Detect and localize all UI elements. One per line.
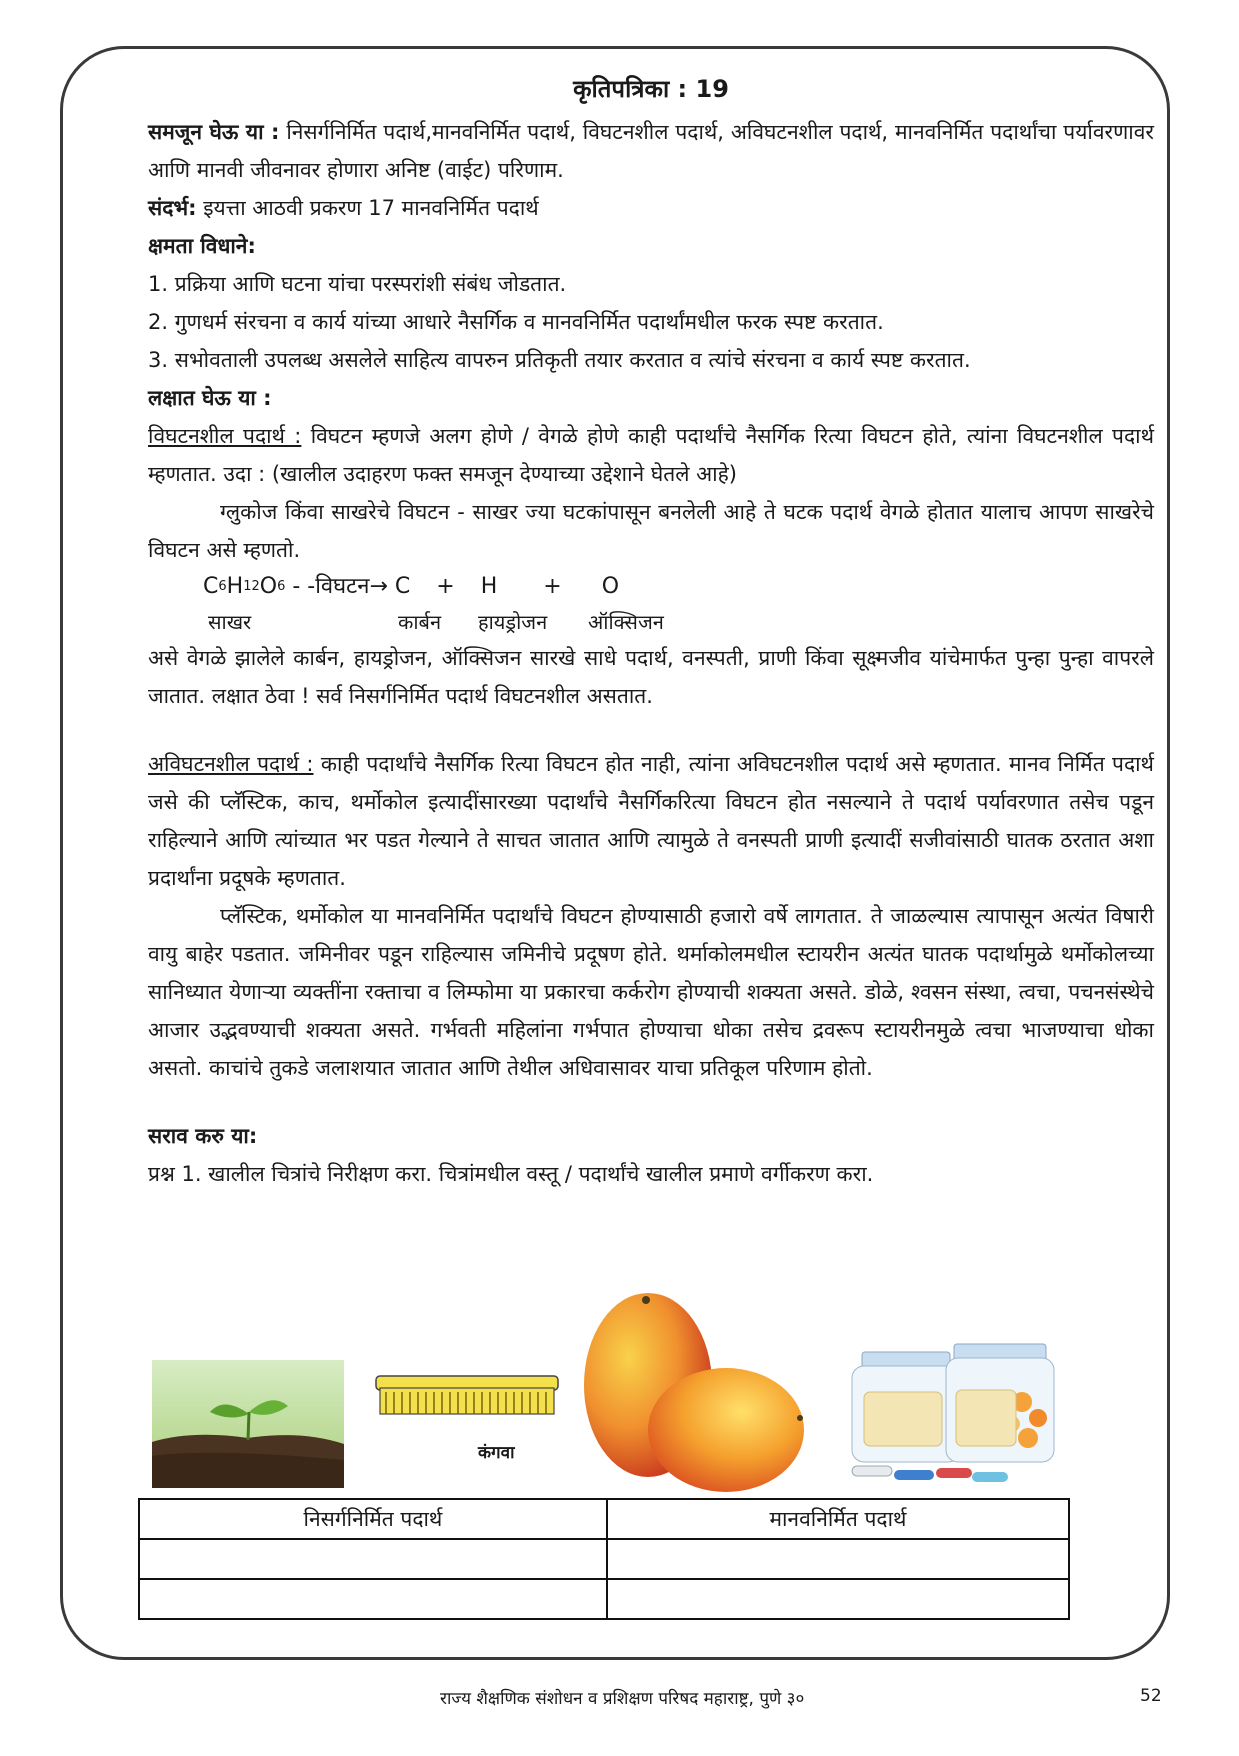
practice-question: प्रश्न 1. खालील चित्रांचे निरीक्षण करा. चित्रांमधील वस्तू / पदार्थांचे खालील प्रमाणे वर्गीकरण करा. xyxy=(148,1162,874,1186)
table-header-manmade: मानवनिर्मित पदार्थ xyxy=(607,1499,1069,1539)
mango-image xyxy=(578,1290,808,1500)
equation-labels xyxy=(208,605,1154,639)
images-row xyxy=(0,1300,1239,1500)
abilities-heading: क्षमता विधाने: xyxy=(148,234,256,258)
table-cell[interactable] xyxy=(607,1539,1069,1579)
reuse-paragraph: असे वेगळे झालेले कार्बन, हायड्रोजन, ऑक्सिजन सारखे साधे पदार्थ, वनस्पती, प्राणी किंवा सूक्ष्मजीव यांचेमार्फत पुन्हा पुन्हा वापरले जातात. लक्षात ठेवा ! सर्व निसर्गनिर्मित पदार्थ विघटनशील असतात. xyxy=(148,646,1154,708)
decomposition-arrow: - -विघटन→ xyxy=(285,574,395,599)
formula-c-sub: 6 xyxy=(218,579,227,594)
product-hydrogen: H xyxy=(480,574,498,599)
table-header-row xyxy=(139,1499,1069,1539)
footer-institute: राज्य शैक्षणिक संशोधन व प्रशिक्षण परिषद महाराष्ट्र, पुणे ३० xyxy=(440,1689,805,1709)
note-heading: लक्षात घेऊ या : xyxy=(148,386,272,410)
degradable-text: विघटन म्हणजे अलग होणे / वेगळे होणे काही पदार्थांचे नैसर्गिक रित्या विघटन होते, त्यांना विघटनशील पदार्थ म्हणतात. उदा : (खालील उदाहरण फक्त समजून देण्याच्या उद्देशाने घेतले आहे) xyxy=(148,424,1154,486)
formula-o: O xyxy=(259,574,278,599)
product-oxygen: O xyxy=(601,574,620,599)
reference-paragraph xyxy=(148,189,1154,227)
worksheet-content xyxy=(148,72,1154,1193)
degradable-paragraph xyxy=(148,417,1154,493)
nondegradable-label: अविघटनशील पदार्थ : xyxy=(148,752,314,776)
formula-h-sub: 12 xyxy=(243,579,260,594)
formula-o-sub: 6 xyxy=(277,579,286,594)
nondegradable-paragraph xyxy=(148,745,1154,897)
ability-item: 3. सभोवताली उपलब्ध असलेले साहित्य वापरुन प्रतिकृती तयार करतात व त्यांचे संरचना व कार्य स्पष्ट करतात. xyxy=(148,348,971,372)
reference-label: संदर्भ: xyxy=(148,196,197,220)
comb-label: कंगवा xyxy=(478,1443,515,1463)
product-carbon: C xyxy=(394,574,411,599)
table-cell[interactable] xyxy=(139,1539,607,1579)
reference-text: इयत्ता आठवी प्रकरण 17 मानवनिर्मित पदार्थ xyxy=(196,196,539,220)
medicine-jars-image xyxy=(842,1338,1062,1488)
glucose-paragraph: ग्लुकोज किंवा साखरेचे विघटन - साखर ज्या घटकांपासून बनलेली आहे ते घटक पदार्थ वेगळे होतात यालाच आपण साखरेचे विघटन असे म्हणतो. xyxy=(148,500,1154,562)
understand-paragraph xyxy=(148,113,1154,189)
understand-label: समजून घेऊ या : xyxy=(148,120,280,144)
label-carbon: कार्बन xyxy=(398,610,442,634)
label-sugar: साखर xyxy=(208,610,252,634)
page-title: कृतिपत्रिका : 19 xyxy=(573,75,729,103)
label-oxygen: ऑक्सिजन xyxy=(588,610,664,634)
classification-table xyxy=(138,1498,1070,1620)
ability-item: 2. गुणधर्म संरचना व कार्य यांच्या आधारे नैसर्गिक व मानवनिर्मित पदार्थांमधील फरक स्पष्ट करतात. xyxy=(148,310,884,334)
degradable-label: विघटनशील पदार्थ : xyxy=(148,424,302,448)
formula-c: C xyxy=(203,574,219,599)
plus-sign: + xyxy=(436,574,455,599)
table-row xyxy=(139,1579,1069,1619)
chemical-equation xyxy=(203,569,1154,605)
sapling-image xyxy=(152,1360,344,1488)
ability-item: 1. प्रक्रिया आणि घटना यांचा परस्परांशी संबंध जोडतात. xyxy=(148,272,567,296)
plus-sign: + xyxy=(543,574,562,599)
table-header-natural: निसर्गनिर्मित पदार्थ xyxy=(139,1499,607,1539)
table-cell[interactable] xyxy=(139,1579,607,1619)
table-row xyxy=(139,1539,1069,1579)
page-number: 52 xyxy=(1140,1686,1162,1706)
understand-text: निसर्गनिर्मित पदार्थ,मानवनिर्मित पदार्थ, विघटनशील पदार्थ, अविघटनशील पदार्थ, मानवनिर्मित पदार्थांचा पर्यावरणावर आणि मानवी जीवनावर होणारा अनिष्ट (वाईट) परिणाम. xyxy=(148,120,1154,182)
nondegradable-text: काही पदार्थांचे नैसर्गिक रित्या विघटन होत नाही, त्यांना अविघटनशील पदार्थ असे म्हणतात. मानव निर्मित पदार्थ जसे की प्लॅस्टिक, काच, थर्मोकोल इत्यादींसारख्या पदार्थांचे नैसर्गिकरित्या विघटन होत नसल्याने ते पदार्थ पर्यावरणात तसेच पडून राहिल्याने आणि त्यांच्यात भर पडत गेल्याने ते साचत जातात आणि त्यामुळे ते वनस्पती प्राणी इत्यादीं सजीवांसाठी घातक ठरतात अशा प्रदार्थांना प्रदूषके म्हणतात. xyxy=(148,752,1154,890)
formula-h: H xyxy=(226,574,244,599)
comb-image xyxy=(372,1372,562,1422)
practice-heading: सराव करु या: xyxy=(148,1124,258,1148)
label-hydrogen: हायड्रोजन xyxy=(478,610,548,634)
plastic-paragraph: प्लॅस्टिक, थर्मोकोल या मानवनिर्मित पदार्थांचे विघटन होण्यासाठी हजारो वर्षे लागतात. ते जाळल्यास त्यापासून अत्यंत विषारी वायु बाहेर पडतात. जमिनीवर पडून राहिल्यास जमिनीचे प्रदूषण होते. थर्माकोलमधील स्टायरीन अत्यंत घातक पदार्थामुळे थर्मोकोलच्या सानिध्यात येणाऱ्या व्यक्तींना रक्ताचा व लिम्फोमा या प्रकारचा कर्करोग होण्याची शक्यता असते. डोळे, श्वसन संस्था, त्वचा, पचनसंस्थेचे आजार उद्भवण्याची शक्यता असते. गर्भवती महिलांना गर्भपात होण्याचा धोका तसेच द्रवरूप स्टायरीनमुळे त्वचा भाजण्याचा धोका असतो. काचांचे तुकडे जलाशयात जातात आणि तेथील अधिवासावर याचा प्रतिकूल परिणाम होतो. xyxy=(148,904,1154,1080)
table-cell[interactable] xyxy=(607,1579,1069,1619)
